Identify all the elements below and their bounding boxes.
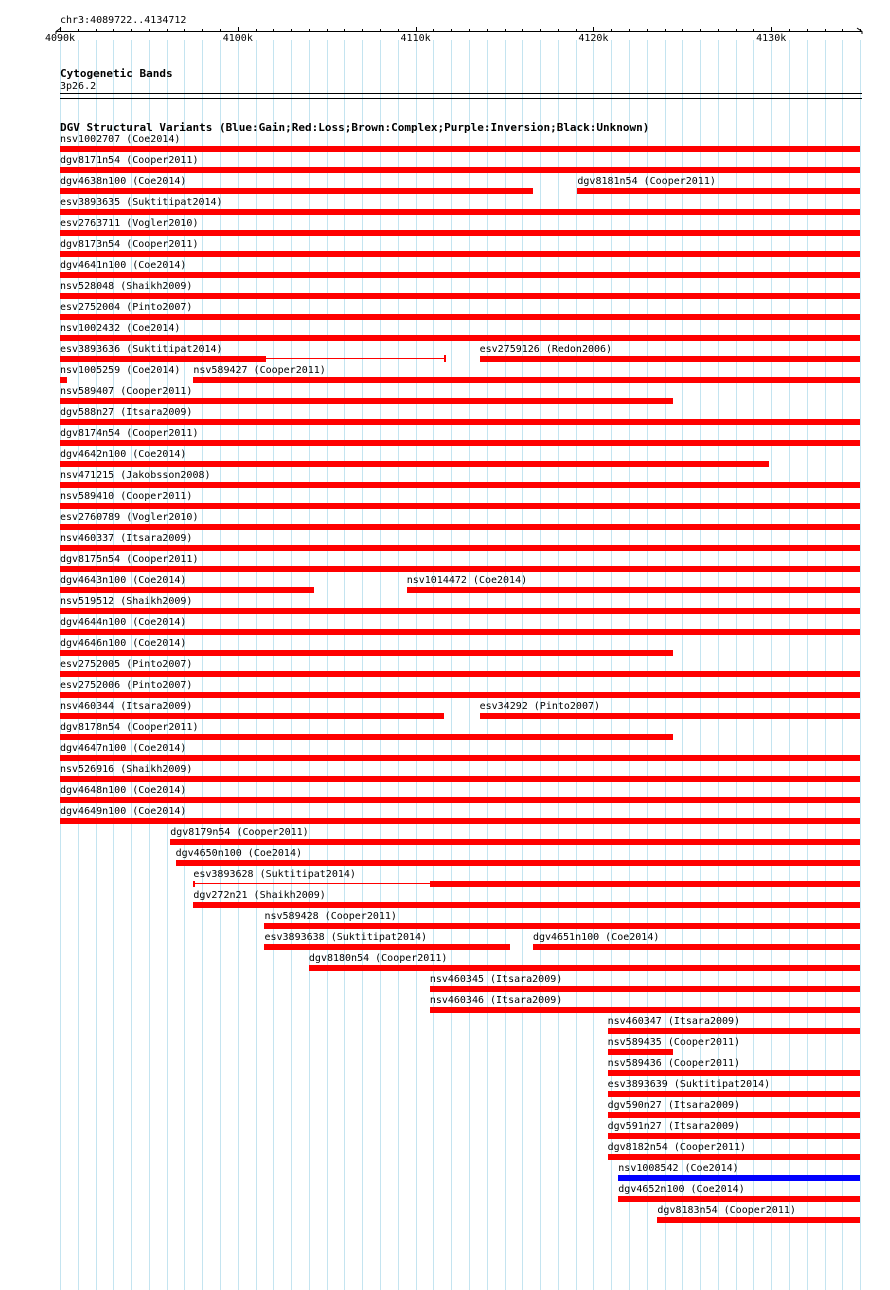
variant-bar[interactable]: [60, 650, 673, 656]
variant-bar[interactable]: [60, 356, 266, 362]
variant-label[interactable]: nsv589410 (Cooper2011): [60, 491, 193, 502]
ruler-tick-label: 4100k: [222, 33, 253, 44]
variant-label[interactable]: dgv4649n100 (Coe2014): [60, 806, 187, 817]
variant-bar-segment[interactable]: [430, 881, 860, 887]
variant-bar[interactable]: [480, 356, 860, 362]
variant-label[interactable]: esv3893635 (Suktitipat2014): [60, 197, 223, 208]
variant-bar[interactable]: [60, 545, 860, 551]
variant-bar[interactable]: [60, 272, 860, 278]
variant-label[interactable]: dgv4652n100 (Coe2014): [618, 1184, 745, 1195]
variant-label[interactable]: nsv1008542 (Coe2014): [618, 1163, 739, 1174]
cytoband-label[interactable]: 3p26.2: [60, 81, 97, 92]
variant-label[interactable]: esv2752006 (Pinto2007): [60, 680, 193, 691]
variant-bar[interactable]: [608, 1091, 860, 1097]
variant-bar[interactable]: [170, 839, 860, 845]
variant-label[interactable]: dgv8182n54 (Cooper2011): [607, 1142, 747, 1153]
variant-label[interactable]: esv2752004 (Pinto2007): [60, 302, 193, 313]
variant-label[interactable]: dgv8173n54 (Cooper2011): [60, 239, 199, 250]
variant-label[interactable]: dgv588n27 (Itsara2009): [60, 407, 193, 418]
variant-bar[interactable]: [618, 1175, 860, 1181]
variant-bar[interactable]: [60, 146, 860, 152]
variant-bar[interactable]: [618, 1196, 860, 1202]
variant-label[interactable]: nsv1002707 (Coe2014): [60, 134, 181, 145]
variant-bar[interactable]: [60, 524, 860, 530]
variant-label[interactable]: dgv4642n100 (Coe2014): [60, 449, 187, 460]
variant-label[interactable]: esv2759126 (Redon2006): [479, 344, 613, 355]
variant-bar[interactable]: [407, 587, 860, 593]
variant-label[interactable]: nsv1002432 (Coe2014): [60, 323, 181, 334]
variant-bar[interactable]: [193, 881, 195, 887]
ruler-tick-label: 4110k: [400, 33, 431, 44]
variant-bar[interactable]: [60, 188, 533, 194]
variant-label[interactable]: nsv460346 (Itsara2009): [429, 995, 563, 1006]
variant-bar[interactable]: [309, 965, 860, 971]
variant-bar[interactable]: [608, 1049, 674, 1055]
dgv-track-title: DGV Structural Variants (Blue:Gain;Red:Loss;Brown:Complex;Purple:Inversion;Black:Unknown): [60, 121, 650, 134]
variant-bar[interactable]: [264, 923, 860, 929]
variant-connector-line: [195, 883, 430, 884]
variant-bar[interactable]: [60, 671, 860, 677]
cytoband-line-bottom: [60, 98, 862, 99]
variant-label[interactable]: nsv519512 (Shaikh2009): [60, 596, 193, 607]
variant-label[interactable]: nsv589435 (Cooper2011): [607, 1037, 741, 1048]
variant-bar[interactable]: [608, 1070, 860, 1076]
variant-bar[interactable]: [60, 566, 860, 572]
variant-label[interactable]: dgv8171n54 (Cooper2011): [60, 155, 199, 166]
variant-bar[interactable]: [60, 608, 860, 614]
variant-label[interactable]: esv3893628 (Suktitipat2014): [193, 869, 356, 880]
variant-bar[interactable]: [430, 986, 860, 992]
variant-bar[interactable]: [60, 293, 860, 299]
variant-label[interactable]: esv3893638 (Suktitipat2014): [264, 932, 428, 943]
variant-label[interactable]: dgv4644n100 (Coe2014): [60, 617, 187, 628]
variant-label[interactable]: dgv591n27 (Itsara2009): [607, 1121, 741, 1132]
variant-label[interactable]: nsv1014472 (Coe2014): [406, 575, 528, 586]
variant-label[interactable]: nsv460344 (Itsara2009): [60, 701, 193, 712]
variant-label[interactable]: dgv8183n54 (Cooper2011): [657, 1205, 796, 1216]
variant-bar[interactable]: [657, 1217, 860, 1223]
variant-label[interactable]: nsv460337 (Itsara2009): [60, 533, 193, 544]
variant-label[interactable]: esv34292 (Pinto2007): [479, 701, 601, 712]
variant-label[interactable]: dgv8179n54 (Cooper2011): [170, 827, 309, 838]
variant-bar[interactable]: [60, 440, 860, 446]
variant-label[interactable]: dgv4648n100 (Coe2014): [60, 785, 187, 796]
variant-label[interactable]: nsv589427 (Cooper2011): [193, 365, 326, 376]
variant-label[interactable]: esv3893639 (Suktitipat2014): [607, 1079, 771, 1090]
variant-bar[interactable]: [60, 587, 314, 593]
variant-bar[interactable]: [193, 902, 860, 908]
locus-label: chr3:4089722..4134712: [60, 15, 187, 26]
variant-label[interactable]: nsv589407 (Cooper2011): [60, 386, 193, 397]
variant-bar[interactable]: [60, 734, 673, 740]
ruler-tick-label: 4120k: [578, 33, 609, 44]
variant-bar[interactable]: [60, 377, 67, 383]
variant-bar[interactable]: [608, 1133, 860, 1139]
variant-bar[interactable]: [60, 461, 769, 467]
variant-label[interactable]: dgv4643n100 (Coe2014): [60, 575, 187, 586]
variant-bar[interactable]: [60, 482, 860, 488]
variant-bar[interactable]: [480, 713, 860, 719]
variant-label[interactable]: nsv526916 (Shaikh2009): [60, 764, 193, 775]
variant-label[interactable]: esv3893636 (Suktitipat2014): [60, 344, 223, 355]
variant-label[interactable]: dgv590n27 (Itsara2009): [607, 1100, 741, 1111]
variant-bar[interactable]: [60, 398, 673, 404]
variant-bar[interactable]: [60, 230, 860, 236]
variant-bar[interactable]: [430, 1007, 860, 1013]
variant-bar[interactable]: [60, 797, 860, 803]
variant-bar[interactable]: [176, 860, 861, 866]
variant-bar[interactable]: [60, 755, 860, 761]
variant-bar[interactable]: [577, 188, 860, 194]
variant-label[interactable]: dgv4646n100 (Coe2014): [60, 638, 187, 649]
variant-bar[interactable]: [60, 209, 860, 215]
variant-label[interactable]: dgv272n21 (Shaikh2009): [193, 890, 326, 901]
variant-bar[interactable]: [60, 503, 860, 509]
variant-label[interactable]: nsv528048 (Shaikh2009): [60, 281, 193, 292]
variant-bar[interactable]: [608, 1154, 860, 1160]
variant-connector-line: [266, 358, 444, 359]
variant-bar[interactable]: [60, 251, 860, 257]
variant-bar[interactable]: [60, 314, 860, 320]
variant-bar[interactable]: [264, 944, 509, 950]
ruler-tick-label: 4090k: [44, 33, 76, 44]
variant-label[interactable]: nsv589436 (Cooper2011): [607, 1058, 741, 1069]
cytoband-track-title: Cytogenetic Bands: [60, 67, 173, 80]
variant-label[interactable]: esv2760789 (Vogler2010): [60, 512, 199, 523]
variant-label[interactable]: dgv8174n54 (Cooper2011): [60, 428, 199, 439]
variant-label[interactable]: dgv8180n54 (Cooper2011): [308, 953, 448, 964]
variant-label[interactable]: dgv4641n100 (Coe2014): [60, 260, 187, 271]
variant-label[interactable]: dgv8181n54 (Cooper2011): [577, 176, 716, 187]
variant-bar[interactable]: [60, 692, 860, 698]
variant-label[interactable]: nsv460347 (Itsara2009): [607, 1016, 741, 1027]
variant-label[interactable]: dgv4650n100 (Coe2014): [175, 848, 302, 859]
variant-label[interactable]: esv2763711 (Vogler2010): [60, 218, 199, 229]
variant-label[interactable]: nsv1005259 (Coe2014): [60, 365, 181, 376]
variant-label[interactable]: nsv589428 (Cooper2011): [264, 911, 397, 922]
variant-bar[interactable]: [60, 776, 860, 782]
variant-label[interactable]: dgv4651n100 (Coe2014): [532, 932, 660, 943]
variant-label[interactable]: nsv460345 (Itsara2009): [429, 974, 563, 985]
ruler-tick-label: 4130k: [756, 33, 787, 44]
variant-bar[interactable]: [60, 629, 860, 635]
variant-bar[interactable]: [608, 1028, 860, 1034]
variant-label[interactable]: dgv4638n100 (Coe2014): [60, 176, 187, 187]
variant-end-cap: [444, 355, 446, 362]
variant-label[interactable]: dgv8178n54 (Cooper2011): [60, 722, 199, 733]
variant-bar[interactable]: [60, 335, 860, 341]
variant-label[interactable]: dgv8175n54 (Cooper2011): [60, 554, 199, 565]
variant-bar[interactable]: [60, 713, 444, 719]
variant-bar[interactable]: [60, 167, 860, 173]
variant-bar[interactable]: [533, 944, 860, 950]
variant-bar[interactable]: [608, 1112, 860, 1118]
variant-label[interactable]: esv2752005 (Pinto2007): [60, 659, 193, 670]
variant-label[interactable]: dgv4647n100 (Coe2014): [60, 743, 187, 754]
variant-bar[interactable]: [60, 419, 860, 425]
variant-label[interactable]: nsv471215 (Jakobsson2008): [60, 470, 211, 481]
cytoband-line-top: [60, 93, 862, 94]
variant-bar[interactable]: [60, 818, 860, 824]
variant-bar[interactable]: [193, 377, 860, 383]
